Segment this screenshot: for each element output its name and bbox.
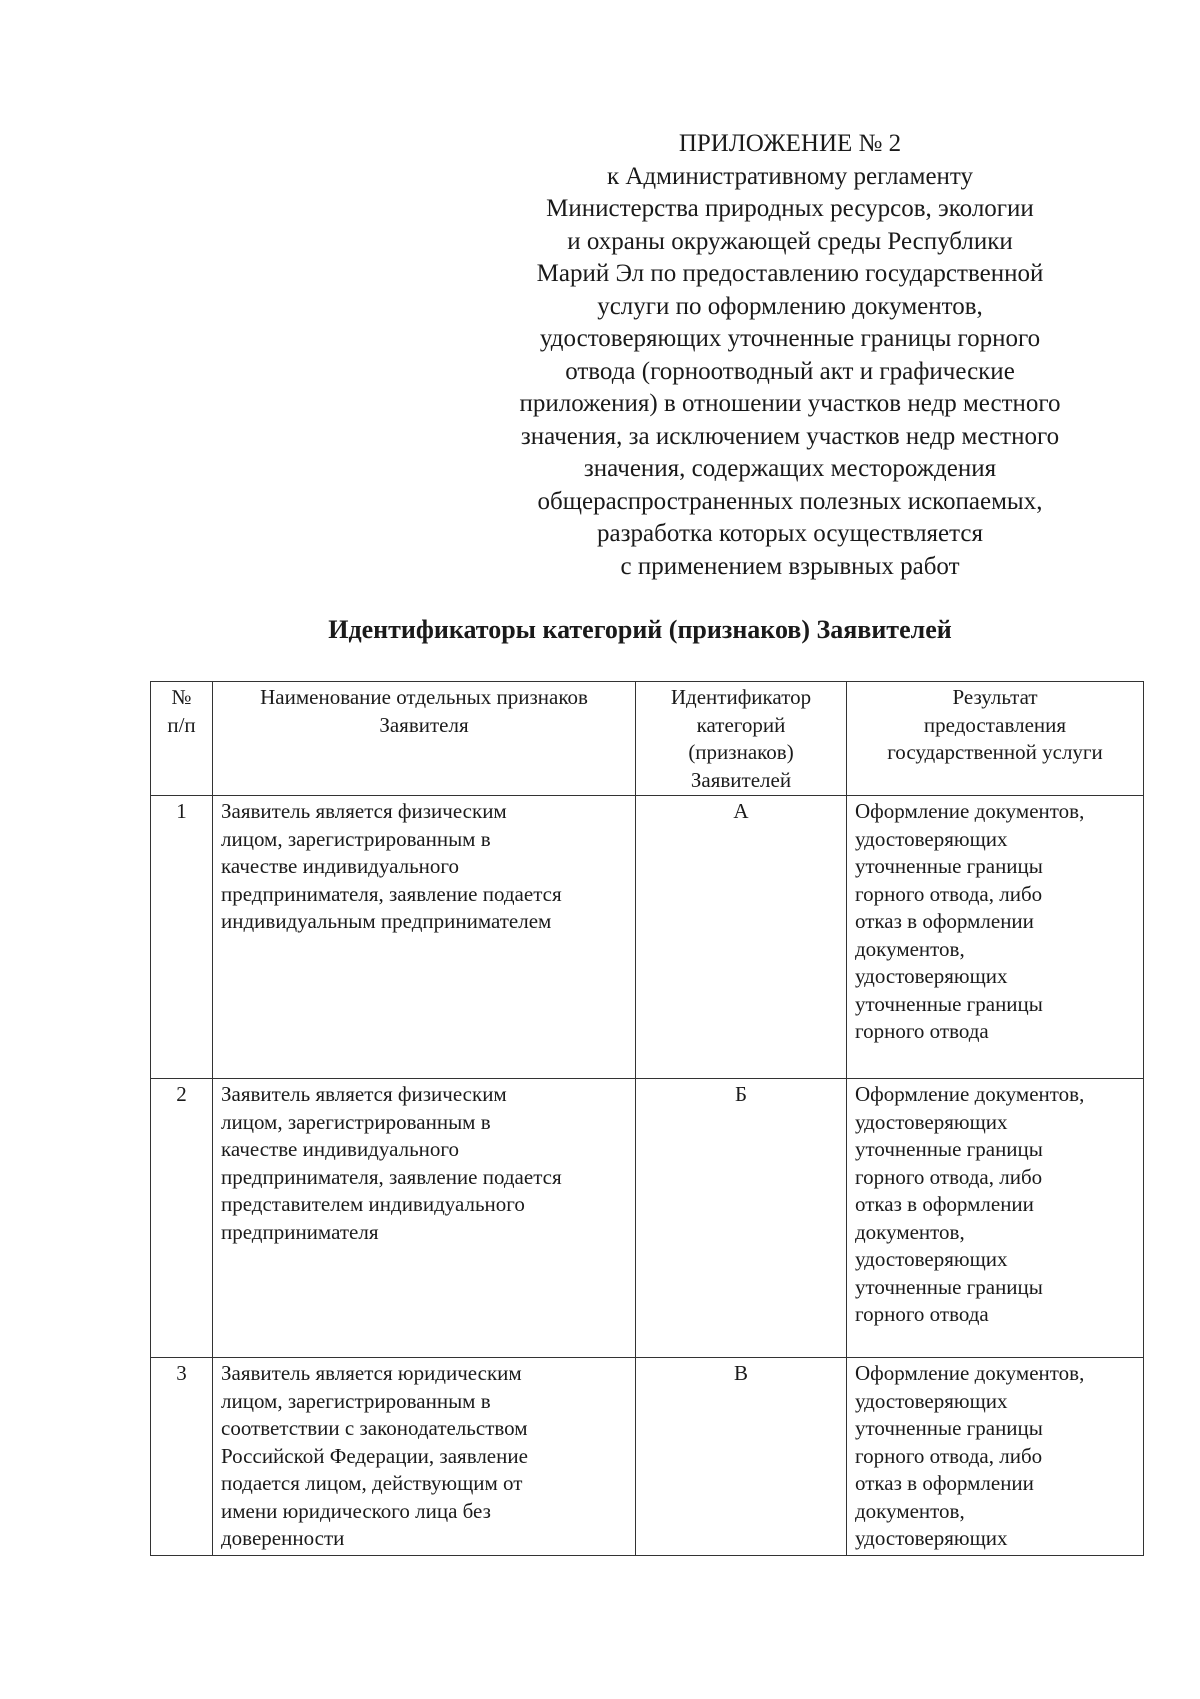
- appendix-line: значения, за исключением участков недр местного: [520, 422, 1060, 450]
- appendix-line: удостоверяющих уточненные границы горного: [539, 325, 1041, 352]
- appendix-line: и охраны окружающей среды Республики: [567, 227, 1013, 255]
- row-num: 2: [151, 1079, 213, 1358]
- row-identifier: А: [636, 796, 847, 1079]
- table-header-row: [151, 682, 1144, 796]
- appendix-line: отвода (горноотводный акт и графические: [565, 357, 1015, 385]
- row-applicant-feature: Заявитель является юридическим лицом, зарегистрированным в соответствии с законодательством Российской Федерации, заявление подается лицом, действующим от имени юридического лица без доверенности: [213, 1358, 636, 1556]
- appendix-line: услуги по оформлению документов,: [597, 292, 983, 320]
- row-applicant-feature: Заявитель является физическим лицом, зарегистрированным в качестве индивидуального предпринимателя, заявление подается представителем индивидуального предпринимателя: [213, 1079, 636, 1358]
- table-row: [151, 1079, 1144, 1358]
- appendix-line: Министерства природных ресурсов, экологии: [546, 195, 1034, 222]
- row-identifier: Б: [636, 1079, 847, 1358]
- header-name: Наименование отдельных признаков Заявителя: [213, 682, 636, 796]
- table-row: [151, 1358, 1144, 1556]
- row-result: Оформление документов, удостоверяющих уточненные границы горного отвода, либо отказ в оформлении документов, удостоверяющих уточненные границы горного отвода: [847, 1079, 1144, 1358]
- header-num: № п/п: [151, 682, 213, 796]
- row-num: 3: [151, 1358, 213, 1556]
- appendix-line: общераспространенных полезных ископаемых,: [537, 487, 1043, 515]
- row-num: 1: [151, 796, 213, 1079]
- appendix-line: ПРИЛОЖЕНИЕ № 2: [678, 130, 902, 157]
- document-title: Идентификаторы категорий (признаков) Заявителей: [328, 615, 952, 644]
- appendix-line: приложения) в отношении участков недр местного: [519, 390, 1061, 417]
- appendix-line: Марий Эл по предоставлению государственной: [536, 260, 1044, 287]
- row-result: Оформление документов, удостоверяющих уточненные границы горного отвода, либо отказ в оформлении документов, удостоверяющих уточненные границы горного отвода: [847, 796, 1144, 1079]
- row-identifier: В: [636, 1358, 847, 1556]
- appendix-line: значения, содержащих месторождения: [583, 455, 997, 482]
- appendix-line: с применением взрывных работ: [620, 552, 960, 580]
- appendix-line: разработка которых осуществляется: [597, 520, 983, 547]
- appendix-header: [470, 128, 1110, 583]
- header-result: Результат предоставления государственной услуги: [847, 682, 1144, 796]
- applicant-categories-table: [150, 681, 1144, 1556]
- header-ident: Идентификатор категорий (признаков) Заявителей: [636, 682, 847, 796]
- row-applicant-feature: Заявитель является физическим лицом, зарегистрированным в качестве индивидуального предпринимателя, заявление подается индивидуальным предпринимателем: [213, 796, 636, 1079]
- table-row: [151, 796, 1144, 1079]
- appendix-line: к Административному регламенту: [606, 162, 974, 190]
- row-result: Оформление документов, удостоверяющих уточненные границы горного отвода, либо отказ в оформлении документов, удостоверяющих: [847, 1358, 1144, 1556]
